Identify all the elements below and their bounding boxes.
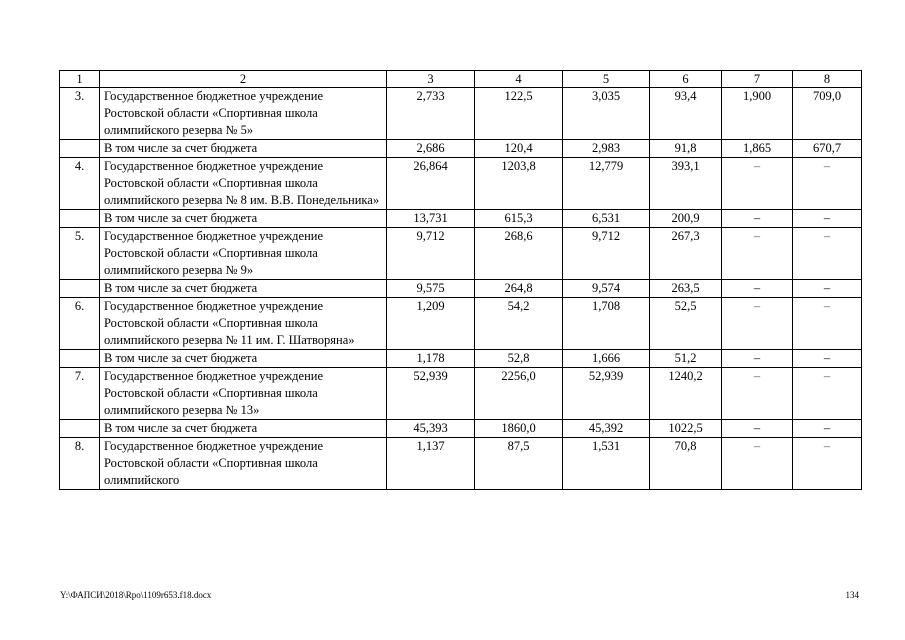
row-number-cell: 7. (60, 368, 100, 420)
table-row (60, 350, 862, 368)
col5-cell: 12,779 (563, 158, 650, 210)
col5-cell: 9,712 (563, 228, 650, 280)
col6-cell: 52,5 (650, 298, 722, 350)
col6-cell: 91,8 (650, 140, 722, 158)
header-cell: 3 (387, 71, 475, 88)
col3-cell: 13,731 (387, 210, 475, 228)
col5-cell: 2,983 (563, 140, 650, 158)
row-number-cell (60, 210, 100, 228)
col5-cell: 6,531 (563, 210, 650, 228)
institution-name-cell: Государственное бюджетное учреждение Ростовской области «Спортивная школа олимпийского (100, 438, 387, 490)
col6-cell: 263,5 (650, 280, 722, 298)
col3-cell: 26,864 (387, 158, 475, 210)
table-row (60, 280, 862, 298)
col7-cell: – (722, 280, 793, 298)
col3-cell: 9,712 (387, 228, 475, 280)
col4-cell: 87,5 (475, 438, 563, 490)
budget-table (59, 70, 862, 490)
row-number-cell (60, 350, 100, 368)
institution-name-cell: В том числе за счет бюджета (100, 140, 387, 158)
table-row (60, 228, 862, 280)
col4-cell: 615,3 (475, 210, 563, 228)
header-cell: 5 (563, 71, 650, 88)
institution-name-cell: В том числе за счет бюджета (100, 210, 387, 228)
institution-name-cell: В том числе за счет бюджета (100, 420, 387, 438)
col8-cell: 670,7 (793, 140, 862, 158)
col5-cell: 9,574 (563, 280, 650, 298)
col8-cell: – (793, 420, 862, 438)
col3-cell: 1,137 (387, 438, 475, 490)
col8-cell: – (793, 368, 862, 420)
header-cell: 6 (650, 71, 722, 88)
footer-page-number: 134 (845, 590, 859, 600)
col3-cell: 52,939 (387, 368, 475, 420)
table-row (60, 140, 862, 158)
col4-cell: 1203,8 (475, 158, 563, 210)
institution-name-cell: Государственное бюджетное учреждение Ростовской области «Спортивная школа олимпийского резерва № 5» (100, 88, 387, 140)
col6-cell: 51,2 (650, 350, 722, 368)
header-cell: 2 (100, 71, 387, 88)
header-cell: 4 (475, 71, 563, 88)
col8-cell: – (793, 228, 862, 280)
col7-cell: – (722, 350, 793, 368)
col4-cell: 122,5 (475, 88, 563, 140)
col3-cell: 1,209 (387, 298, 475, 350)
col5-cell: 1,708 (563, 298, 650, 350)
col7-cell: – (722, 298, 793, 350)
header-cell: 1 (60, 71, 100, 88)
row-number-cell: 5. (60, 228, 100, 280)
row-number-cell: 6. (60, 298, 100, 350)
col4-cell: 2256,0 (475, 368, 563, 420)
col3-cell: 9,575 (387, 280, 475, 298)
table-row (60, 158, 862, 210)
col7-cell: – (722, 368, 793, 420)
col7-cell: 1,865 (722, 140, 793, 158)
header-cell: 8 (793, 71, 862, 88)
institution-name-cell: Государственное бюджетное учреждение Ростовской области «Спортивная школа олимпийского резерва № 11 им. Г. Шатворяна» (100, 298, 387, 350)
col7-cell: – (722, 228, 793, 280)
col6-cell: 393,1 (650, 158, 722, 210)
table-row (60, 420, 862, 438)
col6-cell: 267,3 (650, 228, 722, 280)
row-number-cell: 3. (60, 88, 100, 140)
col7-cell: – (722, 438, 793, 490)
row-number-cell (60, 140, 100, 158)
institution-name-cell: В том числе за счет бюджета (100, 280, 387, 298)
row-number-cell: 8. (60, 438, 100, 490)
col6-cell: 1022,5 (650, 420, 722, 438)
table-row (60, 298, 862, 350)
table-row (60, 368, 862, 420)
col8-cell: 709,0 (793, 88, 862, 140)
col5-cell: 45,392 (563, 420, 650, 438)
col7-cell: – (722, 158, 793, 210)
col8-cell: – (793, 158, 862, 210)
row-number-cell (60, 420, 100, 438)
col4-cell: 120,4 (475, 140, 563, 158)
row-number-cell (60, 280, 100, 298)
col6-cell: 200,9 (650, 210, 722, 228)
col6-cell: 70,8 (650, 438, 722, 490)
footer-file-path: Y:\ФАПСИ\2018\Rpo\1109r653.f18.docx (60, 590, 212, 600)
col6-cell: 93,4 (650, 88, 722, 140)
header-cell: 7 (722, 71, 793, 88)
table-header-row (60, 71, 862, 88)
institution-name-cell: Государственное бюджетное учреждение Ростовской области «Спортивная школа олимпийского резерва № 13» (100, 368, 387, 420)
col5-cell: 1,666 (563, 350, 650, 368)
col4-cell: 264,8 (475, 280, 563, 298)
row-number-cell: 4. (60, 158, 100, 210)
col5-cell: 1,531 (563, 438, 650, 490)
table-row (60, 438, 862, 490)
col8-cell: – (793, 438, 862, 490)
col5-cell: 52,939 (563, 368, 650, 420)
col7-cell: 1,900 (722, 88, 793, 140)
col4-cell: 268,6 (475, 228, 563, 280)
col4-cell: 1860,0 (475, 420, 563, 438)
table-row (60, 210, 862, 228)
institution-name-cell: Государственное бюджетное учреждение Ростовской области «Спортивная школа олимпийского резерва № 8 им. В.В. Понедельника» (100, 158, 387, 210)
col3-cell: 1,178 (387, 350, 475, 368)
col3-cell: 2,733 (387, 88, 475, 140)
col4-cell: 54,2 (475, 298, 563, 350)
col7-cell: – (722, 420, 793, 438)
col8-cell: – (793, 280, 862, 298)
col4-cell: 52,8 (475, 350, 563, 368)
col8-cell: – (793, 298, 862, 350)
col7-cell: – (722, 210, 793, 228)
col8-cell: – (793, 350, 862, 368)
col5-cell: 3,035 (563, 88, 650, 140)
col3-cell: 45,393 (387, 420, 475, 438)
institution-name-cell: В том числе за счет бюджета (100, 350, 387, 368)
institution-name-cell: Государственное бюджетное учреждение Ростовской области «Спортивная школа олимпийского резерва № 9» (100, 228, 387, 280)
col3-cell: 2,686 (387, 140, 475, 158)
col6-cell: 1240,2 (650, 368, 722, 420)
col8-cell: – (793, 210, 862, 228)
table-row (60, 88, 862, 140)
